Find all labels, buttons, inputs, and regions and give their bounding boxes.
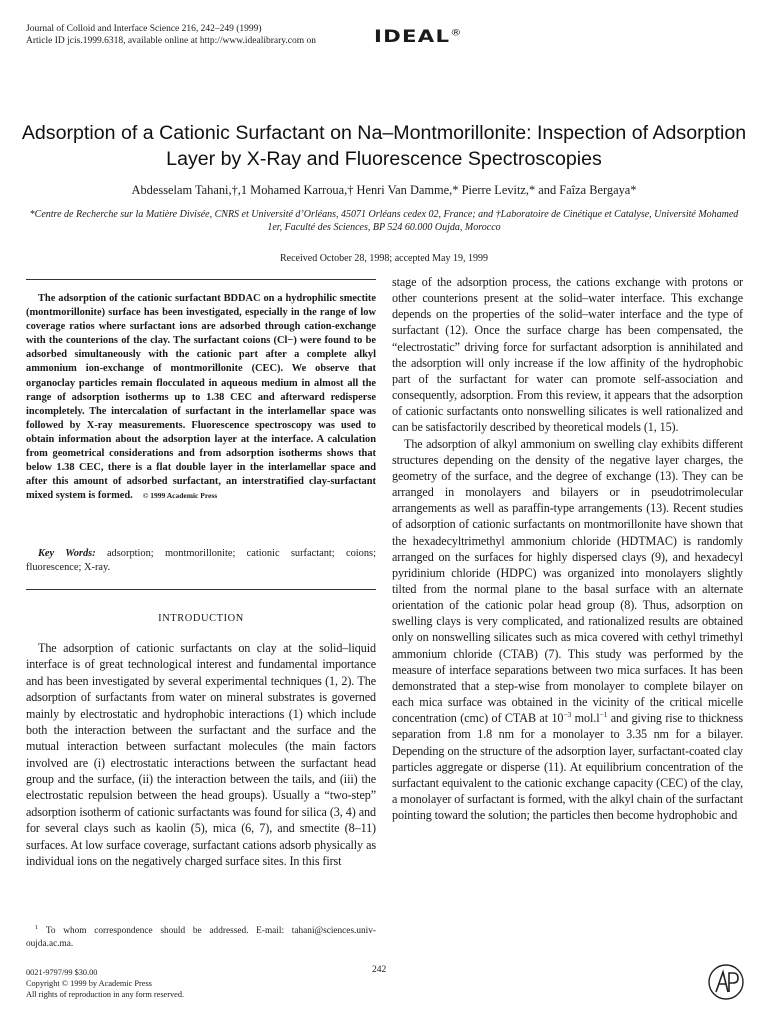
right-paragraph-2 xyxy=(392,436,743,824)
article-title: Adsorption of a Cationic Surfactant on Na–Montmorillonite: Inspection of Adsorption Layer by X-Ray and Fluorescence Spectroscopies xyxy=(21,122,747,170)
abstract-copyright: © 1999 Academic Press xyxy=(142,491,218,501)
footer-rights: All rights of reproduction in any form reserved. xyxy=(26,990,185,999)
keywords-text: adsorption; montmorillonite; cationic surfactant; coions; fluorescence; X-ray. xyxy=(26,548,376,574)
registered-mark: ® xyxy=(450,28,463,39)
ideal-logo-text: IDEAL xyxy=(374,27,451,47)
ideal-logo xyxy=(374,27,463,47)
right-paragraph-1: stage of the adsorption process, the cations exchange with protons or other counterions present at the solid–water interface. This exchange depends on the properties of the solid–water interface and the type of surfactant (12). Once the surface charge has been compensated, the “electrostatic” driving force for surfactant adsorption is annihilated and the adsorption will only increase if the low affinity of the hydrophobic part of the surfactant for water can promote self-association and consequently, adsorption. From this review, it appears that the adsorption of cationic surfactants onto nonswelling silicates is well rationalized and can be satisfactorily described by theoretical models (1, 15). xyxy=(392,275,743,435)
abstract-text: The adsorption of the cationic surfactant BDDAC on a hydrophilic smectite (montmorillonite) surface has been investigated, especially in the range of low coverage ratios where surfactant ions are adsorbed through cation-exchange with the counterions of the clay. The surfactant coions (Cl−) were found to be adsorbed simultaneously with the cationic part after a complete alkyl ammonium ion-exchange of montmorillonite (CEC). We observe that organoclay particles remain flocculated in aqueous medium in almost all the range of adsorption isotherms up to 1.38 CEC and afterward redisperse incompletely. The intercalation of surfactant in the interlamellar space was followed by X-ray measurements. Fluorescence spectroscopy was used to obtain information about the adsorption layer at the interface. A calculation from geometrical considerations and from adsorption isotherms shows that below 1.38 CEC, there is a flat double layer in the interlamellar space and after this amount of adsorbed surfactant, an interstratified clay-surfactant mixed system is formed. xyxy=(26,293,376,502)
exponent-2: −1 xyxy=(599,710,608,720)
issn-price: 0021-9797/99 $30.00 xyxy=(26,968,98,977)
article-id-line xyxy=(26,35,316,47)
author-list: Abdesselam Tahani,†,1 Mohamed Karroua,† Henri Van Damme,* Pierre Levitz,* and Faîza Bergaya* xyxy=(131,183,637,197)
exponent-1: −3 xyxy=(563,710,572,720)
footnote-mark: 1 xyxy=(35,923,39,931)
abstract-top-rule xyxy=(26,279,376,280)
abstract xyxy=(26,292,376,503)
section-heading-introduction: INTRODUCTION xyxy=(158,613,244,624)
footer-copyright: Copyright © 1999 by Academic Press xyxy=(26,979,152,988)
right-column xyxy=(392,274,743,823)
academic-press-logo-icon xyxy=(707,963,745,1001)
right-paragraph-2-part-a: The adsorption of alkyl ammonium on swelling clay exhibits different structures depending on the density of the negative layer charges, the geometry of the surface, and the degree of exchange (13). They can be arranged in monolayers and bilayers or in pseudotrimolecular arrangements as well as paraffin-type arrangements (13). Recent studies of adsorption of cationic surfactants on montmorillonite have shown that the hexadecyltrimethyl ammonium chloride (HDTMAC) is randomly arranged on the surfaces for highly dispersed clays (9), and hexadecyl pyridinium chloride (HDPC) was organized into monolayers slightly tilted from the normal plane to the basal surface with an alternate orientation of the cationic polar head group (8). Thus, adsorption on swelling clays is very complicated, and rationalized results are obtained only on nonswelling silicates such as mica covered with cethyl trimethyl ammonium chloride (CTAB) (7). This study was performed by the measure of interface separations between two mica surfaces. It has been demonstrated that a step-wise from monolayer to complete bilayer on each mica surface was obtained in the vicinity of the critical micelle concentration (cmc) of CTAB at 10 xyxy=(392,436,743,726)
footnote-text: To whom correspondence should be addressed. E-mail: tahani@sciences.univ-oujda.ac.ma. xyxy=(26,926,377,949)
keywords-label: Key Words: xyxy=(38,548,96,559)
page-number: 242 xyxy=(372,965,387,975)
right-paragraph-2-part-c: and giving rise to thickness separation from 1.8 nm for a monolayer to 3.35 nm for a bilayer. Depending on the structure of the adsorption layer, surfactant-coated clay particles aggregate or disperse (11). At equilibrium concentration of the surfactant equivalent to the cationic exchange capacity (CEC) of the clay, a monolayer of surfactant is formed, with the alkyl chain of the surfactant pointing toward the solution; the particles then become hydrophobic and xyxy=(392,711,743,823)
abstract-bottom-rule xyxy=(26,589,376,590)
article-id-text: Article ID jcis.1999.6318, available online at http://www.idealibrary.com on xyxy=(26,36,317,46)
keywords xyxy=(26,547,376,575)
footnote xyxy=(26,925,376,951)
right-paragraph-2-part-b: mol.l xyxy=(571,711,600,726)
author-affiliation: *Centre de Recherche sur la Matière Divisée, CNRS et Université d’Orléans, 45071 Orléans cedex 02, France; and †Laboratoire de Cinétique et Catalyse, Université Mohamed 1er, Faculté des Sciences, BP 524 60.000 Oujda, Morocco xyxy=(29,209,739,233)
introduction-paragraph: The adsorption of cationic surfactants on clay at the solid–liquid interface is of great technological interest and fundamental importance and has been investigated by several experimental techniques (1, 2). The adsorption of surfactants from water on mineral substrates is governed mainly by electrostatic and hydrophobic interactions (1) which include both the interaction between the surfactant and the surface and the mutual interaction between surfactant molecules (the main factors involved are (i) electrostatic interactions between the surfactant head group and the surface, (ii) the interaction between the tails, and (iii) the electrostatic repulsion between the head groups). Usually a “two-step” adsorption isotherm of cationic surfactants was found for silica (3, 4) and for several clays such as kaolin (5), mica (6, 7), and smectite (8–11) surfaces. At low surface coverage, surfactant cations adsorb physically as individual ions on the negatively charged surface sites. In this first xyxy=(26,641,376,868)
journal-citation: Journal of Colloid and Interface Science 216, 242–249 (1999) xyxy=(26,24,262,34)
received-dates: Received October 28, 1998; accepted May 19, 1999 xyxy=(280,253,488,264)
